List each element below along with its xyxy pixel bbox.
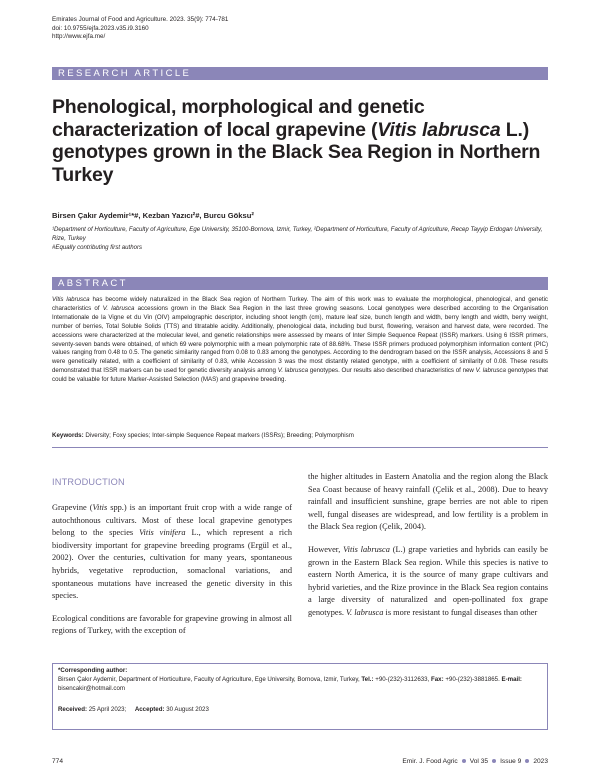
author-list: Birsen Çakır Aydemir¹*#, Kezban Yazıcı²#, Burcu Göksu² xyxy=(52,211,254,220)
abstract-body xyxy=(52,296,548,385)
journal-citation: Emirates Journal of Food and Agriculture. 2023. 35(9): 774-781 xyxy=(52,16,229,23)
footer-citation xyxy=(402,758,548,765)
footer-journal: Emir. J. Food Agric xyxy=(402,758,458,765)
abstract-text: genotypes that could be valuable for future Marker-Assisted Selection (MAS) and grapevine breeding. xyxy=(52,367,548,384)
left-column xyxy=(52,502,292,648)
intro-paragraph-4 xyxy=(308,544,548,620)
intro-paragraph-3: the higher altitudes in Eastern Anatolia and the region along the Black Sea Coast because of heavy rainfall (Çelik et al., 2008). Due to heavy rainfall and insufficient sunshine, grape berries are not able to ripen well, fungal diseases are widespread, and low fertility is a problem in the Black Sea region (Çelik, 2004). xyxy=(308,472,548,532)
text-run: spp.) is an important fruit crop with a wide range of autochthonous cultivars. Most of these local grapevine genotypes belong to the species xyxy=(52,503,292,538)
abstract-species: V. labrusca xyxy=(277,367,309,375)
accepted-label: Accepted: xyxy=(134,706,165,713)
species-name: V. labrusca xyxy=(346,607,384,617)
abstract-species: V. labrusca xyxy=(102,304,135,312)
right-column xyxy=(308,471,548,630)
accepted-date: 30 August 2023 xyxy=(164,706,209,713)
keywords-text: Diversity; Foxy species; Inter-simple Sequence Repeat markers (ISSRs); Breeding; Polymorphism xyxy=(83,432,354,439)
species-name: Vitis vinifera xyxy=(139,528,186,538)
title-text-end: L.) genotypes grown in the Black Sea Region in Northern Turkey xyxy=(52,118,541,186)
title-text: Phenological, morphological and genetic characterization of local grapevine ( xyxy=(52,96,425,141)
abstract-species: V. labrusca xyxy=(475,367,506,375)
article-dates xyxy=(58,706,209,713)
bullet-icon xyxy=(462,759,466,763)
fax-label: Fax: xyxy=(430,675,444,683)
affiliation-text: ¹Department of Horticulture, Faculty of Agriculture, Ege University, 35100-Bornova, Izmir, Turkey, ²Department of Horticulture, Faculty of Agriculture, Recep Tayyip Erdogan University, Rize, Turkey xyxy=(52,226,543,242)
bullet-icon xyxy=(525,759,529,763)
tel-number: +90-(232)-3112633, xyxy=(373,675,430,683)
correspondence-address: Birsen Çakır Aydemir, Department of Horticulture, Faculty of Agriculture, Ege University, Bornova, Izmir, Turkey, xyxy=(58,675,362,683)
article-type-banner: RESEARCH ARTICLE xyxy=(52,67,548,80)
equal-contribution-note: #Equally contributing first authors xyxy=(52,243,143,251)
bullet-icon xyxy=(492,759,496,763)
abstract-text: accessions grown in the Black Sea Region in the last three growing seasons. Local genotypes were described according to the Organisation Internationale de la Vigne et du Vin (OIV) ampelographic descriptor, including shoot length (cm), mature leaf size, bunch length and width, berry length and width, berry weight, number of berries, Total Soluble Solids (TTS) and titratable acidity. Additionally, phenological data, including bud burst, flowering, veraison and harvest date, were recorded. The accessions were characterized at the molecular level, and genetic relationships were assessed by means of Inter Simple Sequence Repeat (ISSR) markers. Using 6 ISSR primers, seventy-seven bands were obtained, of which 69 were polymorphic with a mean polymorphic rate of 88.68%. These ISSR primers produced polymorphism information content (PIC) values ranging from 0.48 to 0.5. The genetic similarity ranged from 0.08 to 0.83 among the genotypes. According to the dendrogram based on the ISSR analysis, Accessions 8 and 5 were genetically related, with a coefficient of similarity of 0.83, while Accession 3 was the most distantly related genotype, with a coefficient of similarity of 0.08. These results demonstrated that ISSR markers can be used for genetic diversity analysis among xyxy=(52,304,548,375)
email-label: E-mail: xyxy=(501,675,522,683)
journal-url[interactable]: http://www.ejfa.me/ xyxy=(52,33,106,41)
received-date: 25 April 2023; xyxy=(87,706,127,713)
species-name: Vitis xyxy=(92,503,108,512)
intro-paragraph-2: Ecological conditions are favorable for grapevine growing in almost all regions of Turkey, with the exception of xyxy=(52,613,292,636)
email-address[interactable]: bisencakir@hotmail.com xyxy=(58,684,125,692)
species-name: Vitis labrusca xyxy=(343,544,390,554)
text-run: L., which represent a rich biodiversity important for grapevine breeding programs (Ergül et al., 2002). Over the centuries, cultivation for many years, spontaneous hybrids, vegetative reproduction, somaclonal variations, and spontaneous mutations have increased the genetic diversity in this species. xyxy=(52,528,292,601)
title-species: Vitis labrusca xyxy=(377,118,501,141)
abstract-heading: ABSTRACT xyxy=(52,277,548,290)
footer-year: 2023 xyxy=(533,758,548,765)
journal-header xyxy=(52,16,228,42)
abstract-species: Vitis labrusca xyxy=(52,296,90,303)
footer-volume: Vol 35 xyxy=(469,758,489,765)
fax-number: +90-(232)-3881865. xyxy=(443,675,502,683)
abstract-text: has become widely naturalized in the Black Sea region of Northern Turkey. The aim of this work was to evaluate the morphological, phenological, and genetic characteristics of xyxy=(52,296,548,312)
text-run: (L.) grape varieties and hybrids can easily be grown in the Eastern Black Sea region. While this species is native to eastern North America, it is the source of many grape cultivars and hybrid varieties, and the Rize province in the Black Sea region contains a large diversity of naturalized and open-pollinated fox grape genotypes. xyxy=(308,544,549,617)
doi-text: doi: 10.9755/ejfa.2023.v35.i9.3160 xyxy=(52,24,149,32)
correspondence-text xyxy=(58,667,544,693)
text-run: is more resistant to fungal diseases than other xyxy=(383,607,538,617)
introduction-heading: INTRODUCTION xyxy=(52,477,125,487)
tel-label: Tel.: xyxy=(361,675,374,683)
keywords xyxy=(52,432,548,439)
footer-issue: Issue 9 xyxy=(500,758,522,765)
abstract-text: genotypes. Our results also described characteristics of new xyxy=(308,367,476,375)
affiliations xyxy=(52,226,548,252)
received-label: Received: xyxy=(58,706,88,713)
corresponding-author-label: *Corresponding author: xyxy=(58,667,128,674)
text-run: However, xyxy=(308,544,344,554)
article-title xyxy=(52,96,548,186)
text-run: Grapevine ( xyxy=(52,503,93,512)
intro-paragraph-1 xyxy=(52,502,292,603)
keywords-label: Keywords: xyxy=(52,432,84,439)
page-number: 774 xyxy=(52,758,64,765)
section-divider xyxy=(52,447,548,448)
